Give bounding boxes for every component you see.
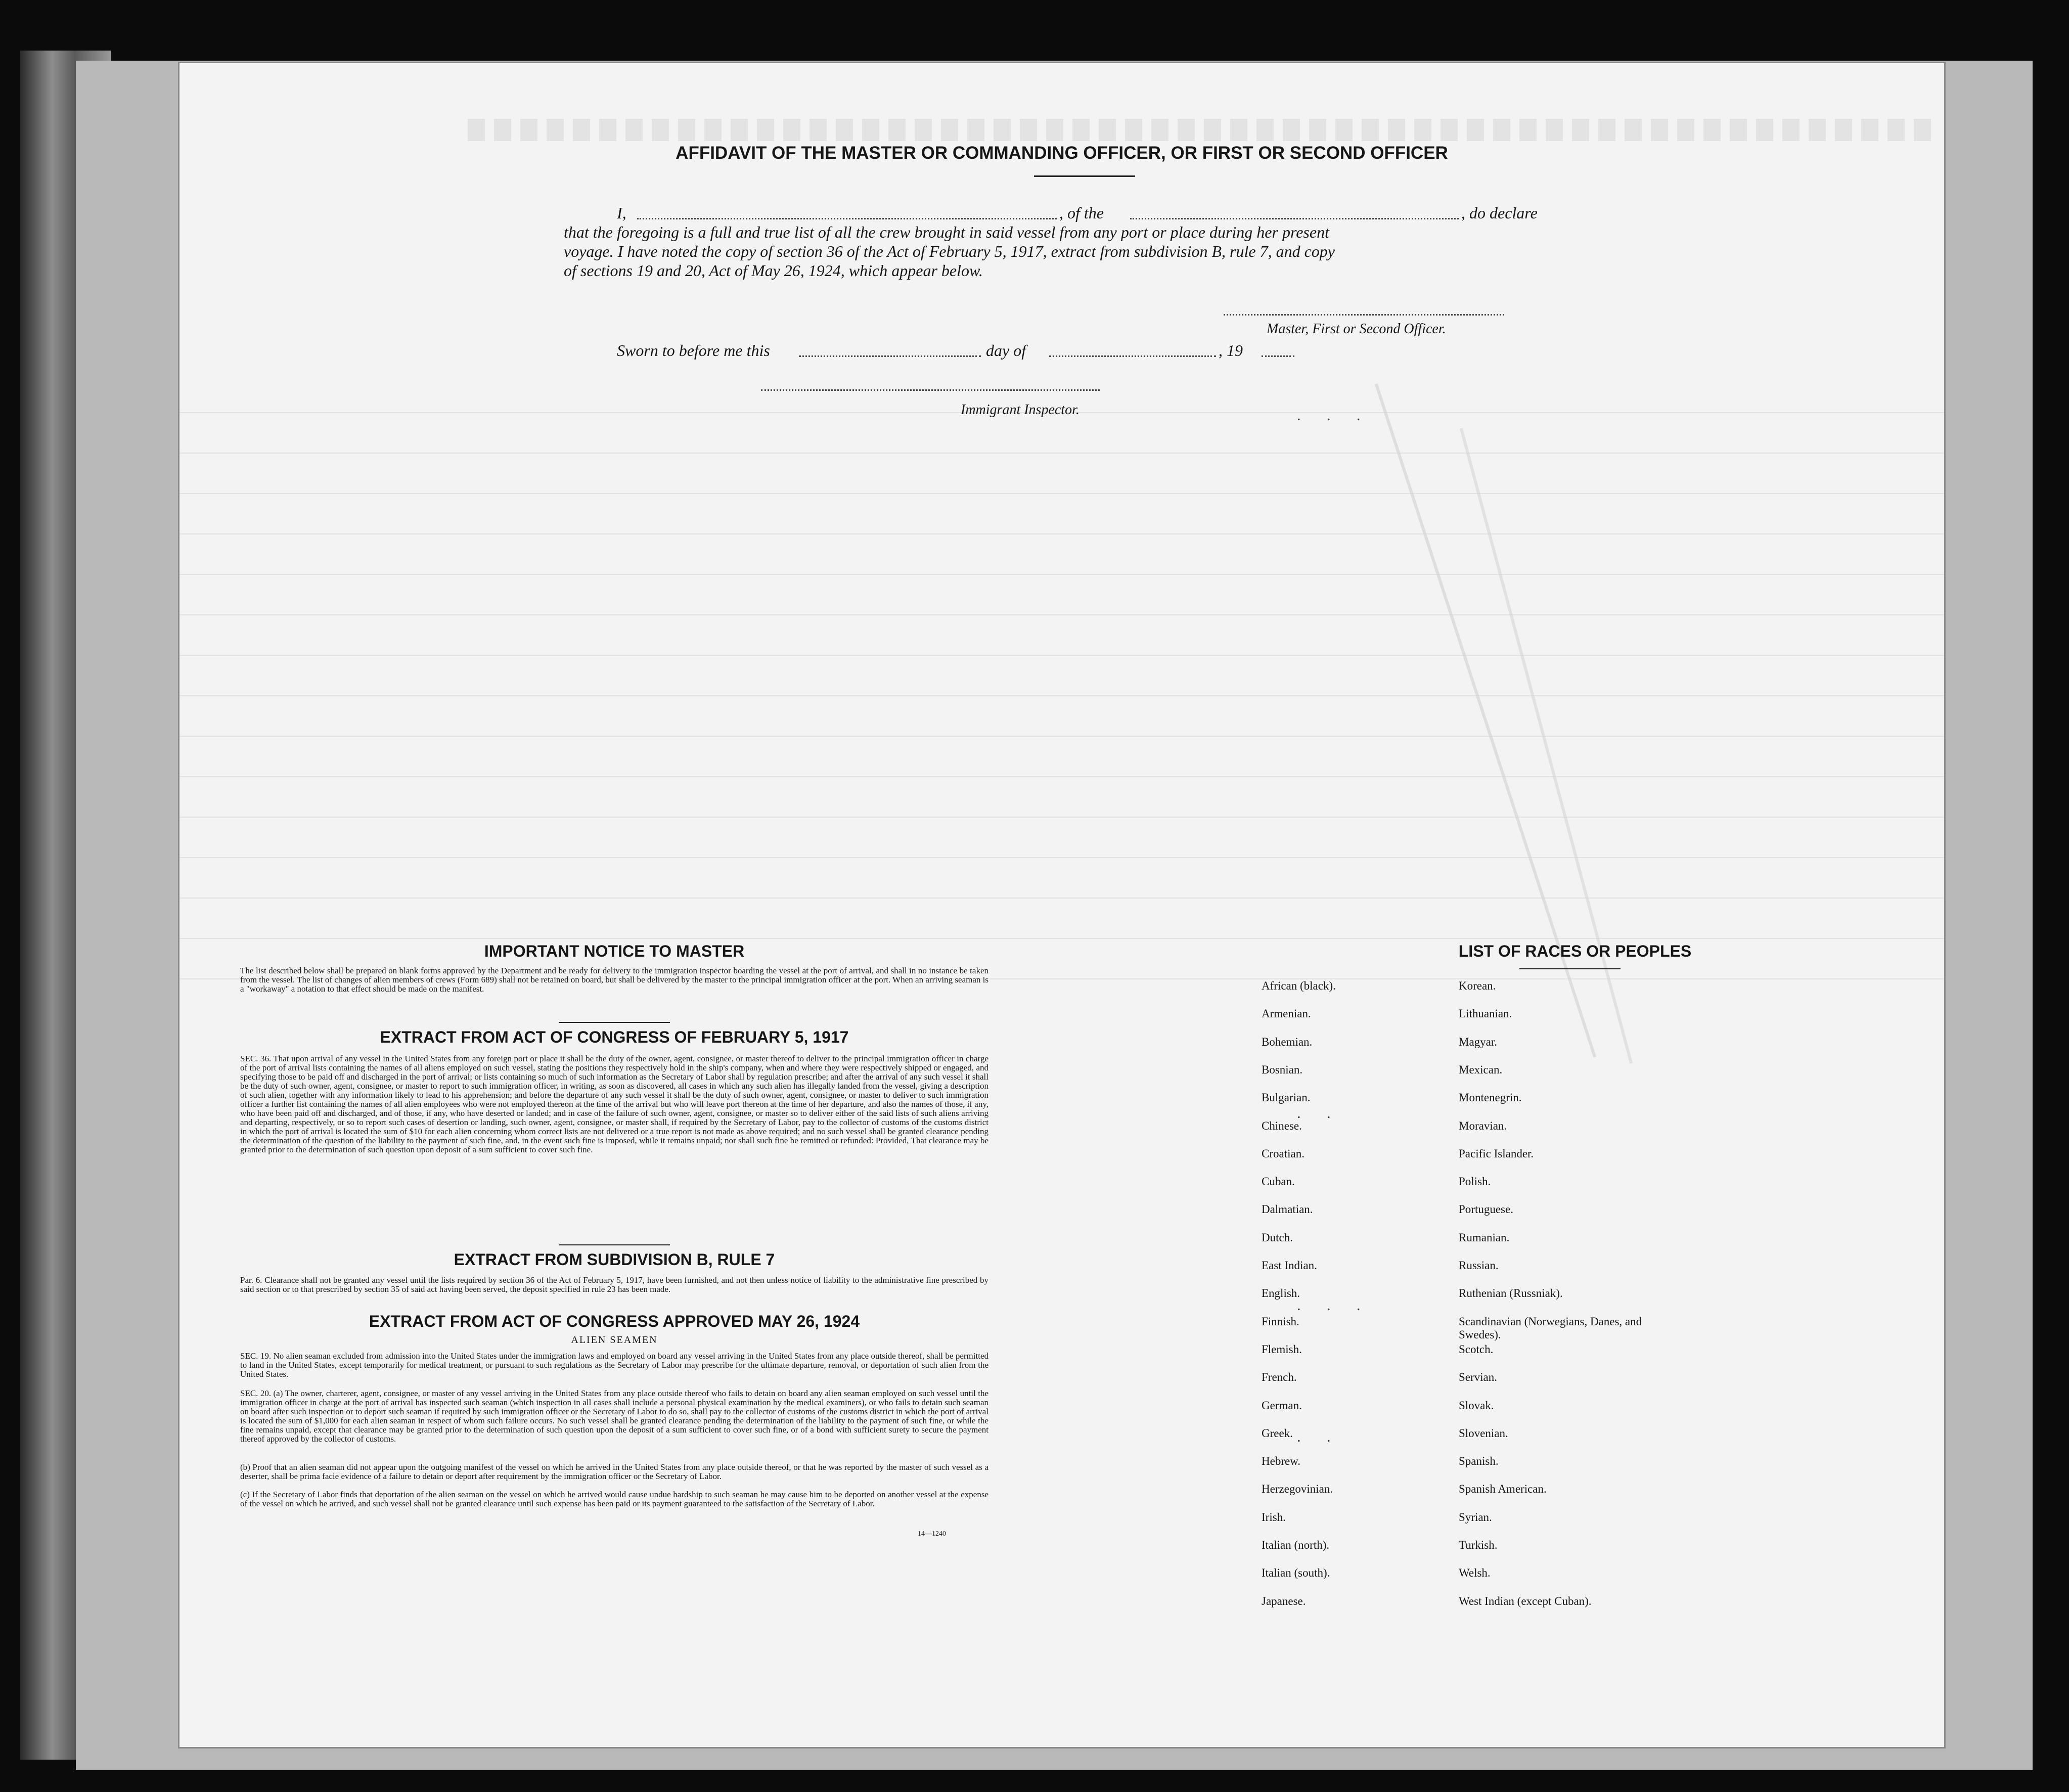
race-item: Hebrew. xyxy=(1262,1455,1301,1468)
race-item: Armenian. xyxy=(1262,1007,1311,1020)
race-item: Syrian. xyxy=(1459,1510,1492,1524)
bleed-through-rule xyxy=(179,574,1944,575)
race-item: Italian (south). xyxy=(1262,1566,1330,1580)
affidavit-title: AFFIDAVIT OF THE MASTER OR COMMANDING OFFICER, OR FIRST OR SECOND OFFICER xyxy=(676,143,1448,163)
race-item: Korean. xyxy=(1459,979,1496,992)
notice-title: IMPORTANT NOTICE TO MASTER xyxy=(484,942,745,960)
race-item: Dutch. xyxy=(1262,1231,1293,1244)
bleed-through-header xyxy=(468,119,1934,141)
race-item: Slovenian. xyxy=(1459,1426,1508,1440)
bleed-through-rule xyxy=(179,614,1944,615)
extract-rule7-body: Par. 6. Clearance shall not be granted any vessel until the lists required by section 36 of the Act of February 5, 1917, have been furnished, and not then unless notice of liability to the administrative fine prescribed by said section or to that prescribed by section 35 of said act having been served, the deposit specified in rule 23 has been made. xyxy=(240,1275,988,1294)
year-label: , 19 xyxy=(1219,341,1243,360)
race-item: German. xyxy=(1262,1399,1302,1412)
sec-20b-body: (b) Proof that an alien seaman did not appear upon the outgoing manifest of the vessel on which he arrived in the United States from any place outside thereof, or that he was reported by the master of such vessel as a deserter, shall be prima facie evidence of a failure to detain or deport after requirement by the immigration officer or the Secretary of Labor. xyxy=(240,1462,988,1481)
declarant-name-field[interactable] xyxy=(637,218,1057,219)
race-item: Herzegovinian. xyxy=(1262,1483,1333,1496)
form-number: 14—1240 xyxy=(918,1530,946,1538)
inspector-signature-field[interactable] xyxy=(761,389,1100,391)
declarant-label: I, xyxy=(617,204,626,222)
divider xyxy=(559,1244,670,1245)
race-item: Welsh. xyxy=(1459,1566,1491,1580)
race-item: Rumanian. xyxy=(1459,1231,1510,1244)
race-item: Polish. xyxy=(1459,1175,1491,1188)
stray-marks: . . . xyxy=(1297,407,1372,424)
affidavit-line-3: of sections 19 and 20, Act of May 26, 1924, which appear below. xyxy=(564,261,983,280)
bleed-through-rule xyxy=(179,938,1944,939)
stray-marks: . . xyxy=(1297,1105,1342,1122)
alien-seamen-subtitle: ALIEN SEAMEN xyxy=(571,1334,658,1346)
race-item: Portuguese. xyxy=(1459,1203,1513,1216)
manifest-page xyxy=(179,63,1944,1747)
race-item: Bohemian. xyxy=(1262,1035,1313,1048)
race-item: English. xyxy=(1262,1287,1300,1300)
race-item: Spanish. xyxy=(1459,1455,1499,1468)
extract-rule7-title: EXTRACT FROM SUBDIVISION B, RULE 7 xyxy=(454,1250,775,1269)
bleed-through-rule xyxy=(179,453,1944,454)
extract-1917-title: EXTRACT FROM ACT OF CONGRESS OF FEBRUARY 5, 1917 xyxy=(380,1028,849,1046)
race-item: French. xyxy=(1262,1371,1297,1384)
race-item: Irish. xyxy=(1262,1510,1286,1524)
bleed-through-rule xyxy=(179,655,1944,656)
bleed-through-rule xyxy=(179,817,1944,818)
race-item: Montenegrin. xyxy=(1459,1091,1522,1104)
vessel-name-field[interactable] xyxy=(1130,218,1459,219)
race-item: Bosnian. xyxy=(1262,1063,1303,1076)
race-item: Chinese. xyxy=(1262,1119,1302,1132)
race-item: Servian. xyxy=(1459,1371,1498,1384)
affidavit-line-2: voyage. I have noted the copy of section 36 of the Act of February 5, 1917, extract from subdivision B, rule 7, and copy xyxy=(564,242,1335,260)
race-item: Scandinavian (Norwegians, Danes, and Swedes). xyxy=(1459,1315,1642,1341)
race-item: Russian. xyxy=(1459,1259,1499,1272)
race-item: Mexican. xyxy=(1459,1063,1503,1076)
sworn-year-field[interactable] xyxy=(1262,355,1294,357)
sec-20a-body: SEC. 20. (a) The owner, charterer, agent, consignee, or master of any vessel arriving in the United States from any place outside thereof who fails to detain on board any alien seaman employed on such vessel until the immigration officer in charge at the port of arrival has inspected such seaman (which inspection in all cases shall include a personal physical examination by the medical examiners), or who fails to detain such seaman on board after such inspection or to deport such seaman if required by such immigration officer or the Secretary of Labor to do so, shall pay to the collector of customs of the customs district in which the port of arrival is located the sum of $1,000 for each alien seaman in respect of whom such failure occurs. No such vessel shall be granted clearance pending the determination of the liability to the payment of such fine, or while the fine remains unpaid, except that clearance may be granted prior to the determination of such question upon the deposit of a sum sufficient to cover such fine, or of a bond with sufficient surety to secure the payment thereof approved by the collector of customs. xyxy=(240,1388,988,1444)
extract-1917-body: SEC. 36. That upon arrival of any vessel in the United States from any foreign port or place it shall be the duty of the owner, agent, consignee, or master thereof to deliver to the principal immigration officer in charge of the port of arrival lists containing the names of all aliens employed on such vessel, stating the positions they respectively hold in the ship's company, when and where they were respectively shipped or engaged, and specifying those to be paid off and discharged in the port of arrival; or lists containing so much of such information as the Secretary of Labor shall by regulation prescribe; and after the arrival of any such vessel it shall be the duty of such owner, agent, consignee, or master to report to such immigration officer, in writing, as soon as discovered, all cases in which any such alien has illegally landed from the vessel, giving a description of such alien, together with any information likely to lead to his apprehension; and before the departure of any such vessel it shall be the duty of such owner, agent, consignee, or master to deliver to such immigration officer a further list containing the names of all alien employees who were not employed thereon at the time of the arrival but who will leave port thereon at the time of her departure, and also the names of those, if any, who have been paid off and discharged, and of those, if any, who have deserted or landed; and in case of the failure of such owner, agent, consignee, or master so to deliver either of the said lists of such aliens arriving and departing, respectively, or so to report such cases of desertion or landing, such owner, agent, consignee, or master shall, if required by the Secretary of Labor, pay to the collector of customs of the customs district in which the port of arrival is located the sum of $10 for each alien concerning whom correct lists are not delivered or a true report is not made as above required; and no such vessel shall be granted clearance pending the determination of the question of the liability to the payment of such fine, and, in the event such fine is imposed, while it remains unpaid; nor shall such fine be remitted or refunded: Provided, That clearance may be granted prior to the determination of such question upon deposit of a sum sufficient to cover such fine. xyxy=(240,1054,988,1154)
race-item: Bulgarian. xyxy=(1262,1091,1311,1104)
sworn-label: Sworn to before me this xyxy=(617,341,770,360)
sec-20c-body: (c) If the Secretary of Labor finds that deportation of the alien seaman on the vessel on which he arrived would cause undue hardship to such seaman he may cause him to be deported on another vessel at the expense of the vessel on which he arrived, and such vessel shall not be granted clearance until such expense has been paid or its payment guaranteed to the satisfaction of the Secretary of Labor. xyxy=(240,1490,988,1508)
race-item: Magyar. xyxy=(1459,1035,1498,1048)
notice-body: The list described below shall be prepared on blank forms approved by the Department and be ready for delivery to the immigration inspector boarding the vessel at the port of arrival, and shall in no instance be taken from the vessel. The list of changes of alien members of crews (Form 689) shall not be retained on board, but shall be delivered by the master to the principal immigration officer at the port. When an arriving seaman is a "workaway" a notation to that effect should be made on the manifest. xyxy=(240,966,988,994)
race-item: African (black). xyxy=(1262,979,1336,992)
bleed-through-rule xyxy=(179,493,1944,494)
bleed-through-rule xyxy=(179,857,1944,858)
race-item: Spanish American. xyxy=(1459,1483,1547,1496)
race-item: Croatian. xyxy=(1262,1147,1305,1160)
divider xyxy=(1034,175,1135,177)
race-item: Italian (north). xyxy=(1262,1539,1330,1551)
divider xyxy=(559,1022,670,1023)
divider xyxy=(1519,968,1621,969)
race-item: Flemish. xyxy=(1262,1342,1302,1356)
bleed-through-rule xyxy=(179,736,1944,737)
race-item: Greek. xyxy=(1262,1426,1293,1440)
bleed-through-rule xyxy=(179,533,1944,534)
stray-marks: . . xyxy=(1297,1428,1342,1445)
race-item: Dalmatian. xyxy=(1262,1203,1313,1216)
bleed-through-rule xyxy=(179,898,1944,899)
stray-marks: . . . xyxy=(1297,1297,1372,1314)
bleed-through-rule xyxy=(179,776,1944,777)
extract-1924-title: EXTRACT FROM ACT OF CONGRESS APPROVED MAY 26, 1924 xyxy=(369,1312,860,1330)
race-item: Ruthenian (Russniak). xyxy=(1459,1287,1563,1300)
sworn-month-field[interactable] xyxy=(1049,355,1216,357)
declare-label: , do declare xyxy=(1461,204,1538,222)
day-of-label: day of xyxy=(986,341,1026,360)
sworn-day-field[interactable] xyxy=(799,355,981,357)
race-item: Lithuanian. xyxy=(1459,1007,1512,1020)
race-item: Slovak. xyxy=(1459,1399,1494,1412)
race-item: Scotch. xyxy=(1459,1342,1494,1356)
inspector-label: Immigrant Inspector. xyxy=(961,402,1080,418)
race-item: Pacific Islander. xyxy=(1459,1147,1534,1160)
sec-19-body: SEC. 19. No alien seaman excluded from admission into the United States under the immigration laws and employed on board any vessel arriving in the United States from any place outside thereof, shall be permitted to land in the United States, except temporarily for medical treatment, or pursuant to such regulations as the Secretary of Labor may prescribe for the ultimate departure, removal, or deportation of such alien from the United States. xyxy=(240,1351,988,1379)
master-signature-label: Master, First or Second Officer. xyxy=(1267,321,1446,337)
race-item: West Indian (except Cuban). xyxy=(1459,1594,1592,1607)
race-item: Cuban. xyxy=(1262,1175,1295,1188)
bleed-through-rule xyxy=(179,695,1944,696)
of-the-label: , of the xyxy=(1059,204,1104,222)
race-item: East Indian. xyxy=(1262,1259,1317,1272)
races-title: LIST OF RACES OR PEOPLES xyxy=(1458,942,1692,960)
race-item: Moravian. xyxy=(1459,1119,1507,1132)
race-item: Finnish. xyxy=(1262,1315,1299,1328)
race-item: Japanese. xyxy=(1262,1594,1306,1607)
master-signature-field[interactable] xyxy=(1224,314,1504,316)
affidavit-line-1: that the foregoing is a full and true list of all the crew brought in said vessel from any port or place during her present xyxy=(564,223,1329,241)
race-item: Turkish. xyxy=(1459,1539,1498,1551)
